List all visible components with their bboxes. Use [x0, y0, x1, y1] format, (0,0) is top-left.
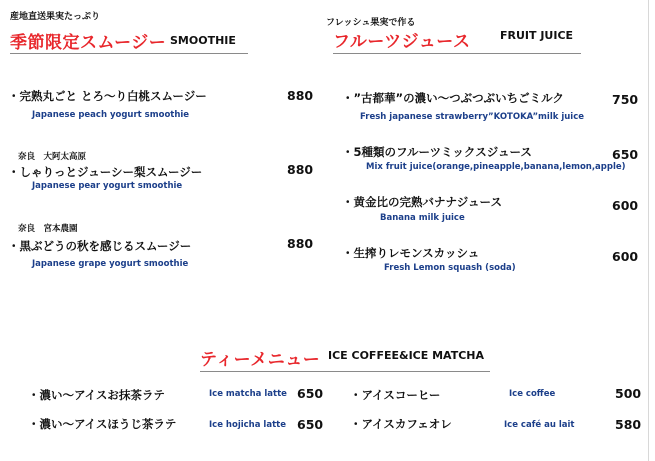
tea-item-price: 580 [615, 417, 642, 432]
smoothie-item-name: ・しゃりっとジューシー梨スムージー [8, 165, 203, 179]
tea-title-en: ICE COFFEE&ICE MATCHA [328, 349, 484, 362]
tea-item-name: ・濃い～アイスお抹茶ラテ [28, 388, 165, 402]
juice-note: フレッシュ果実で作る [326, 18, 416, 28]
tea-item-price: 650 [297, 417, 324, 432]
smoothie-divider [10, 53, 248, 54]
juice-divider [333, 53, 581, 54]
tea-divider [200, 371, 490, 372]
juice-item-name: ・黄金比の完熟バナナジュース [342, 195, 502, 209]
smoothie-item-origin: 奈良 大阿太高原 [18, 152, 87, 162]
smoothie-item-origin: 奈良 宮本農園 [18, 224, 78, 234]
juice-item-name: ・”古都華”の濃い～つぶつぶいちごミルク [342, 91, 564, 105]
juice-item-name: ・5種類のフルーツミックスジュース [342, 145, 532, 159]
juice-item-sub: Mix fruit juice(orange,pineapple,banana,lemon,apple) [366, 162, 626, 172]
juice-item-price: 650 [612, 147, 639, 162]
juice-item-sub: Banana milk juice [380, 213, 465, 223]
smoothie-title-jp: 季節限定スムージー [10, 33, 167, 53]
juice-item-price: 750 [612, 92, 639, 107]
smoothie-item-sub: Japanese peach yogurt smoothie [32, 110, 190, 120]
tea-item-price: 650 [297, 386, 324, 401]
right-edge-line [648, 0, 649, 461]
juice-item-price: 600 [612, 249, 639, 264]
tea-item-name: ・濃い～アイスほうじ茶ラテ [28, 417, 177, 431]
juice-item-name: ・生搾りレモンスカッシュ [342, 246, 480, 260]
smoothie-item-price: 880 [287, 236, 314, 251]
juice-title-jp: フルーツジュース [333, 32, 471, 52]
tea-item-name: ・アイスコーヒー [350, 388, 441, 402]
smoothie-item-name: ・黒ぶどうの秋を感じるスムージー [8, 239, 192, 253]
smoothie-item-sub: Japanese pear yogurt smoothie [32, 181, 183, 191]
tea-item-price: 500 [615, 386, 642, 401]
tea-item-sub: Ice coffee [509, 389, 556, 399]
juice-title-en: FRUIT JUICE [500, 29, 574, 42]
tea-item-sub: Ice hojicha latte [209, 420, 286, 430]
tea-item-sub: Ice café au lait [504, 420, 575, 430]
smoothie-title-en: SMOOTHIE [170, 34, 236, 47]
smoothie-item-sub: Japanese grape yogurt smoothie [32, 259, 189, 269]
smoothie-item-price: 880 [287, 162, 314, 177]
tea-title-jp: ティーメニュー [200, 350, 321, 370]
tea-item-name: ・アイスカフェオレ [350, 417, 452, 431]
juice-item-sub: Fresh Lemon squash (soda) [384, 263, 516, 273]
tea-item-sub: Ice matcha latte [209, 389, 287, 399]
juice-item-price: 600 [612, 198, 639, 213]
smoothie-note: 産地直送果実たっぷり [10, 12, 101, 22]
smoothie-item-price: 880 [287, 88, 314, 103]
smoothie-item-name: ・完熟丸ごと とろ～り白桃スムージー [8, 89, 207, 103]
juice-item-sub: Fresh japanese strawberry”KOTOKA”milk juice [360, 112, 585, 122]
